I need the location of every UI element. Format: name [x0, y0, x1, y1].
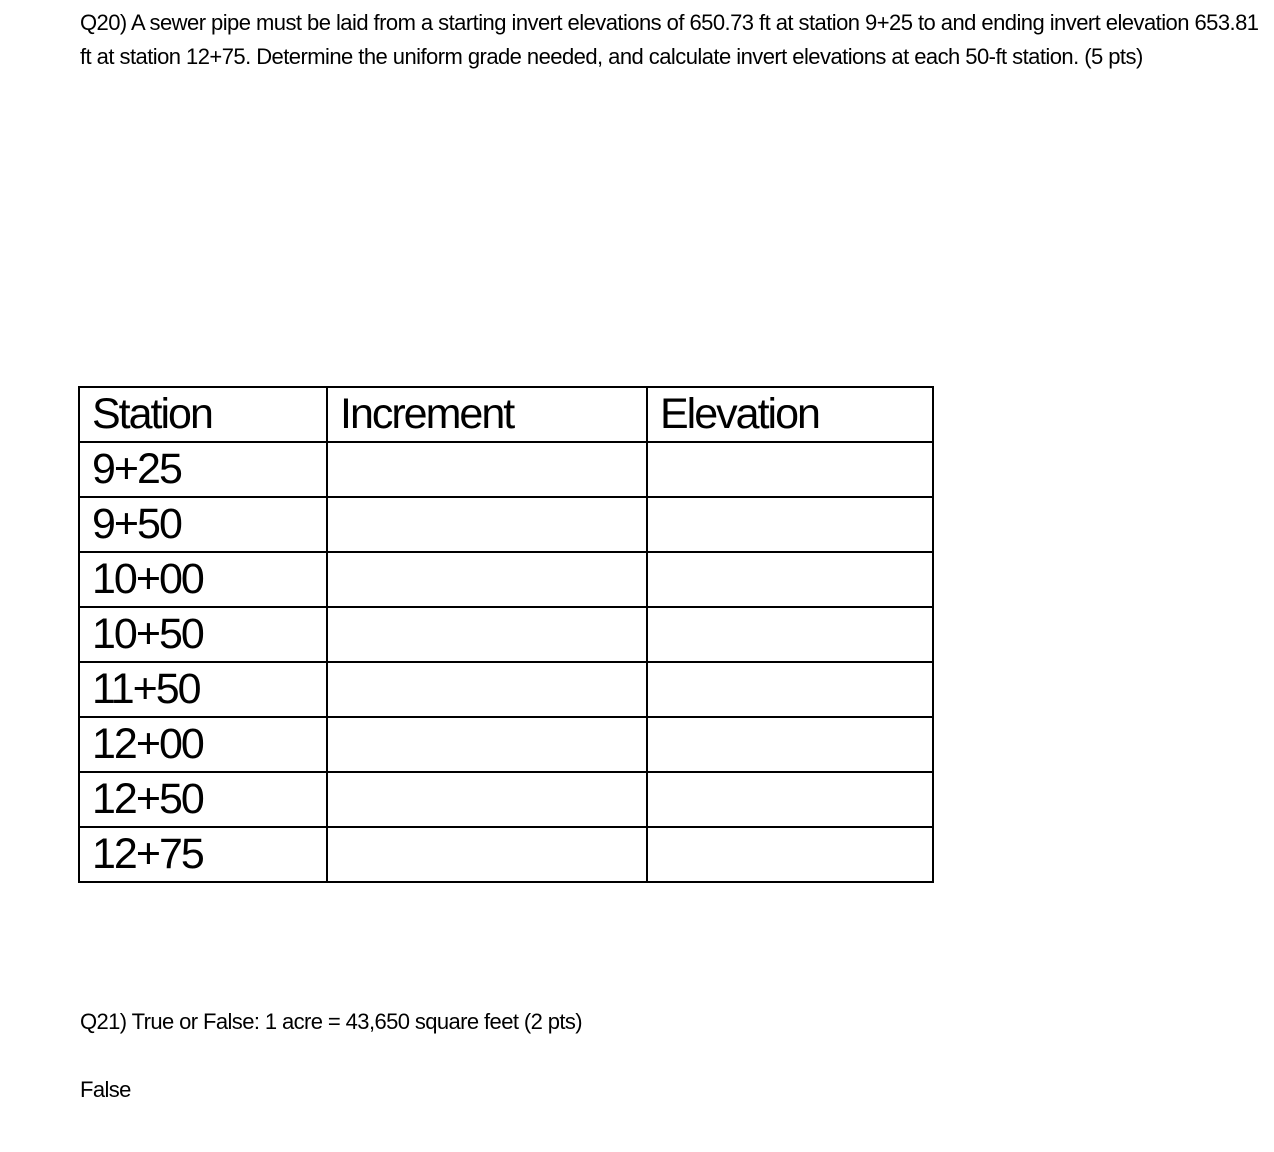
- station-cell: 12+50: [79, 772, 327, 827]
- table-row: [79, 497, 933, 552]
- station-cell: 10+50: [79, 607, 327, 662]
- table-row: [79, 827, 933, 882]
- station-elevation-table: [78, 386, 934, 883]
- station-elevation-table-container: [78, 386, 934, 883]
- table-header-row: [79, 387, 933, 442]
- elevation-cell[interactable]: [647, 497, 933, 552]
- station-cell: 9+25: [79, 442, 327, 497]
- header-station: Station: [79, 387, 327, 442]
- question-20-text: Q20) A sewer pipe must be laid from a starting invert elevations of 650.73 ft at station 9+25 to and ending invert elevation 653.81 ft at station 12+75. Determine the uniform grade needed, and calculate invert elevations at each 50-ft station. (5 pts): [80, 10, 1259, 69]
- elevation-cell[interactable]: [647, 607, 933, 662]
- table-row: [79, 552, 933, 607]
- table-row: [79, 607, 933, 662]
- increment-cell[interactable]: [327, 662, 647, 717]
- increment-cell[interactable]: [327, 607, 647, 662]
- increment-cell[interactable]: [327, 717, 647, 772]
- station-cell: 12+00: [79, 717, 327, 772]
- increment-cell[interactable]: [327, 442, 647, 497]
- station-cell: 12+75: [79, 827, 327, 882]
- question-21-text: Q21) True or False: 1 acre = 43,650 square feet (2 pts): [80, 1009, 583, 1034]
- table-row: [79, 442, 933, 497]
- elevation-cell[interactable]: [647, 442, 933, 497]
- header-increment: Increment: [327, 387, 647, 442]
- increment-cell[interactable]: [327, 827, 647, 882]
- increment-cell[interactable]: [327, 772, 647, 827]
- header-elevation: Elevation: [647, 387, 933, 442]
- elevation-cell[interactable]: [647, 772, 933, 827]
- station-cell: 11+50: [79, 662, 327, 717]
- elevation-cell[interactable]: [647, 827, 933, 882]
- question-21-answer: False: [80, 1077, 131, 1102]
- increment-cell[interactable]: [327, 552, 647, 607]
- elevation-cell[interactable]: [647, 662, 933, 717]
- table-row: [79, 662, 933, 717]
- table-row: [79, 717, 933, 772]
- elevation-cell[interactable]: [647, 717, 933, 772]
- table-row: [79, 772, 933, 827]
- elevation-cell[interactable]: [647, 552, 933, 607]
- increment-cell[interactable]: [327, 497, 647, 552]
- station-cell: 10+00: [79, 552, 327, 607]
- station-cell: 9+50: [79, 497, 327, 552]
